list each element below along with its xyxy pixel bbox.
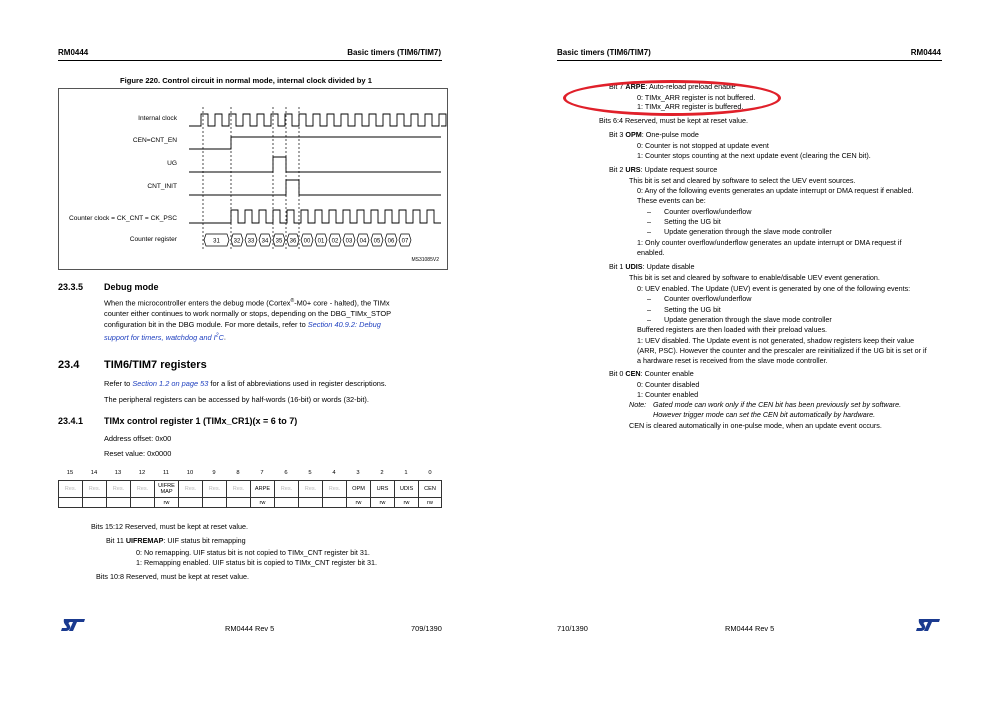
bit-number: 12 [138,470,146,476]
bits-10-8: Bits 10:8 Reserved, must be kept at reset value. [96,572,250,581]
bit-0-title [609,369,694,379]
debug-paragraph [104,296,444,343]
register-field: ARPE [250,481,274,497]
access-cell: rw [394,498,418,507]
bit-number: 11 [162,470,170,476]
bit-2-opt1-cont: enabled. [637,248,665,257]
text: : Update disable [642,262,695,271]
bit-number: 13 [114,470,122,476]
bit-3-opt1: 1: Counter stops counting at the next update event (clearing the CEN bit). [637,151,871,160]
signal-label: CNT_INIT [147,183,177,190]
bit-2-opt0: 0: Any of the following events generates an update interrupt or DMA request if enabled. [637,186,914,195]
counter-value: 34 [261,238,269,245]
access-cell [226,498,250,507]
header-doc-id: RM0444 [58,48,89,57]
counter-value: 06 [387,238,395,245]
reserved-field: Res. [106,481,130,497]
bit-number: 4 [332,470,336,476]
ug-wave [189,157,441,172]
list-item [647,305,721,315]
bit-number-row [58,470,442,480]
access-cell: rw [250,498,274,507]
text: Counter overflow/underflow [664,207,752,216]
section-link[interactable]: Section 40.9.2: Debug [307,320,381,330]
access-cell [82,498,106,507]
text: – [647,305,651,314]
counter-value: 03 [345,238,353,245]
registers-intro [104,378,449,405]
text: CEN [625,369,641,378]
access-cell [106,498,130,507]
signal-label: Internal clock [138,115,177,122]
bit-1-desc: This bit is set and cleared by software to enable/disable UEV event generation. [629,273,880,282]
counter-value: 36 [289,238,297,245]
access-cell: rw [418,498,442,507]
access-row [58,497,442,508]
text: counter either continues to work normally or stops, depending on the DBG_TIMx_STOP [104,309,392,319]
text: ® [290,298,295,304]
list-item [647,227,832,237]
text: Bit 11 [106,536,126,545]
bit-0-opt0: 0: Counter disabled [637,380,700,389]
section-number: 23.3.5 [58,282,84,292]
text: : Auto-reload preload enable [645,82,736,91]
signal-label: CEN=CNT_EN [132,137,177,144]
signal-label: Counter register [129,236,177,243]
text: – [647,227,651,236]
bit-2-opt1: 1: Only counter overflow/underflow generates an update interrupt or DMA request if [637,238,902,247]
text: . [223,332,226,342]
reserved-field: Res. [82,481,106,497]
text: – [647,294,651,303]
counter-clock-wave [189,210,441,223]
text: C [218,332,224,342]
section-title: TIMx control register 1 (TIMx_CR1)(x = 6 to 7) [104,416,298,426]
bit-number: 9 [212,470,216,476]
bit-1-opt0: 0: UEV enabled. The Update (UEV) event is generated by one of the following events: [637,284,911,293]
page-number: 710/1390 [557,624,588,633]
bit-2-title [609,165,717,175]
st-logo-icon [60,618,86,632]
counter-value: 31 [213,238,220,245]
text: support for timers, watchdog and I [104,332,216,342]
reserved-field: Res. [298,481,322,497]
text: The peripheral registers can be accessed by half-words (16-bit) or words (32-bit). [104,395,369,404]
section-number: 23.4.1 [58,416,84,426]
register-field: OPM [346,481,370,497]
counter-value: 33 [247,238,255,245]
figure-title: Figure 220. Control circuit in normal mode, internal clock divided by 1 [120,76,372,85]
cen-wave [189,137,441,149]
highlight-annotation [563,80,781,116]
bit-3-opt0: 0: Counter is not stopped at update event [637,141,769,150]
access-cell [202,498,226,507]
text: ARPE [625,82,646,91]
page-number: 709/1390 [411,624,442,633]
reserved-field: Res. [226,481,250,497]
text: URS [625,165,641,174]
header-chapter: Basic timers (TIM6/TIM7) [347,48,441,57]
bit-0-opt1: 1: Counter enabled [637,390,699,399]
note-text: However trigger mode can set the CEN bit automatically by hardware. [653,410,876,419]
section-title: TIM6/TIM7 registers [104,359,207,371]
access-cell: rw [154,498,178,507]
bit-3-title [609,130,699,140]
text: : UIF status bit remapping [163,536,246,545]
text: configuration bit in the DBG module. For more details, refer to [104,320,308,330]
internal-clock-wave [189,114,446,126]
list-item [647,207,752,217]
text: Bit 7 [609,82,626,91]
access-cell [274,498,298,507]
bit-11-opt1: 1: Remapping enabled. UIF status bit is copied to TIMx_CNT register bit 31. [136,558,378,567]
text: – [647,207,651,216]
text: Bit 3 [609,130,626,139]
section-link[interactable] [104,333,224,342]
note-text: Gated mode can work only if the CEN bit has been previously set by software. [653,400,902,409]
text: Setting the UG bit [664,305,721,314]
timing-diagram [58,88,448,270]
bit-number: 15 [66,470,74,476]
section-link[interactable]: Section 1.2 on page 53 [132,379,209,388]
bit-11-opt0: 0: No remapping. UIF status bit is not copied to TIMx_CNT register bit 31. [136,548,370,557]
access-cell [298,498,322,507]
header-rule [557,60,942,61]
timing-waveforms [59,89,449,271]
counter-value: 04 [359,238,367,245]
text: Update generation through the slave mode controller [664,315,832,324]
access-cell: rw [346,498,370,507]
text: – [647,217,651,226]
register-field: CEN [418,481,442,497]
cnt-init-wave [189,180,441,195]
bit-number: 2 [380,470,384,476]
text: Setting the UG bit [664,217,721,226]
text: Counter overflow/underflow [664,294,752,303]
text: Update generation through the slave mode controller [664,227,832,236]
text: When the microcontroller enters the debug mode (Cortex [104,298,291,308]
text: UDIS [625,262,643,271]
list-item [647,294,752,304]
access-cell [322,498,346,507]
bit-11-title [106,536,246,546]
bit-number: 6 [284,470,288,476]
bit-number: 1 [404,470,408,476]
bit-number: 7 [260,470,264,476]
reserved-field: Res. [58,481,82,497]
footer-rev: RM0444 Rev 5 [225,624,275,633]
text: : Update request source [640,165,718,174]
text: Bit 1 [609,262,626,271]
access-cell [178,498,202,507]
figure-code: MS31085V2 [411,257,439,263]
text: – [647,315,651,324]
access-cell [130,498,154,507]
list-item [647,315,832,325]
bit-1-note: Buffered registers are then loaded with their preload values. [637,325,828,334]
reserved-field: Res. [178,481,202,497]
text: : One-pulse mode [641,130,699,139]
text: Bit 2 [609,165,626,174]
header-rule [58,60,442,61]
register-field: UIFRE MAP [154,481,178,497]
text: for a list of abbreviations used in register descriptions. [208,379,387,388]
bit-number: 3 [356,470,360,476]
text: OPM [625,130,642,139]
text: -M0+ core - halted), the TIMx [294,298,390,308]
counter-value: 02 [331,238,339,245]
bit-7-opt1: 1: TIMx_ARR register is buffered. [637,102,744,111]
bit-number: 0 [428,470,432,476]
register-map [58,470,442,508]
bit-7-opt0: 0: TIMx_ARR register is not buffered. [637,93,756,102]
text: Refer to [104,379,133,388]
header-doc-id: RM0444 [910,48,941,57]
left-page [0,0,499,707]
bit-1-opt1-cont: (ARR, PSC). However the counter and the prescaler are reinitialized if the UG bit is set or if [637,346,927,355]
footer-rev: RM0444 Rev 5 [725,624,775,633]
counter-value: 05 [373,238,381,245]
bit-number: 10 [186,470,194,476]
note-label: Note: [629,400,647,409]
counter-value: 35 [275,238,283,245]
header-chapter: Basic timers (TIM6/TIM7) [557,48,651,57]
counter-value: 07 [401,238,409,245]
bits-6-4: Bits 6:4 Reserved, must be kept at reset value. [599,116,749,125]
reserved-field: Res. [322,481,346,497]
field-row [58,480,442,497]
list-item [647,217,721,227]
text: : Counter enable [640,369,694,378]
address-offset: Address offset: 0x00 [104,434,172,443]
bit-1-opt1: 1: UEV disabled. The Update event is not generated, shadow registers keep their value [637,336,915,345]
access-cell: rw [370,498,394,507]
bit-2-opt0-cont: These events can be: [637,196,706,205]
section-number: 23.4 [58,359,80,371]
bit-number: 8 [236,470,240,476]
reserved-field: Res. [202,481,226,497]
bit-number: 5 [308,470,312,476]
text: Bit 0 [609,369,626,378]
counter-value: 00 [303,238,311,245]
bit-1-opt1-cont: a hardware reset is received from the slave mode controller. [637,356,828,365]
reset-value: Reset value: 0x0000 [104,449,172,458]
bit-1-title [609,262,695,272]
reserved-field: Res. [130,481,154,497]
st-logo-icon [915,618,941,632]
signal-label: UG [167,160,177,167]
text: UIFREMAP [125,536,164,545]
access-cell [58,498,82,507]
bits-15-12: Bits 15:12 Reserved, must be kept at reset value. [91,522,249,531]
bit-2-desc: This bit is set and cleared by software to select the UEV event sources. [629,176,856,185]
bit-0-desc: CEN is cleared automatically in one-pulse mode, when an update event occurs. [629,421,882,430]
counter-value: 01 [317,238,325,245]
bit-number: 14 [90,470,98,476]
register-field: URS [370,481,394,497]
text: 2 [215,332,219,339]
section-title: Debug mode [104,282,159,292]
register-field: UDIS [394,481,418,497]
signal-label: Counter clock = CK_CNT = CK_PSC [69,215,177,222]
reserved-field: Res. [274,481,298,497]
counter-value: 32 [233,238,241,245]
